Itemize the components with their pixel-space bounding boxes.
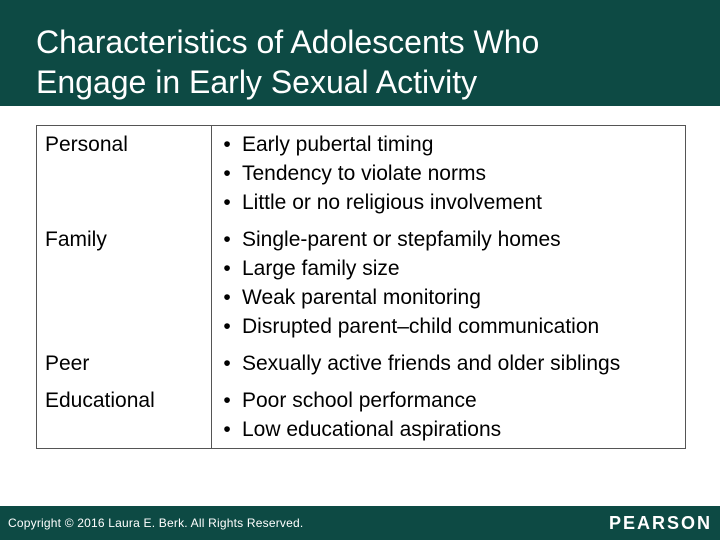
- list-item: [212, 159, 681, 188]
- item-text: Low educational aspirations: [242, 418, 502, 441]
- item-list: [211, 345, 685, 382]
- list-item: [212, 386, 681, 415]
- item-text: Weak parental monitoring: [242, 286, 481, 309]
- item-text: Large family size: [242, 257, 400, 280]
- bullet-icon: •: [223, 133, 231, 156]
- table-row-personal: [37, 126, 685, 221]
- bullet-icon: •: [223, 286, 231, 309]
- item-text: Single-parent or stepfamily homes: [242, 228, 561, 251]
- bullet-icon: •: [223, 389, 231, 412]
- category-label: Educational: [45, 389, 155, 412]
- item-text: Tendency to violate norms: [242, 162, 486, 185]
- slide-title: [36, 22, 696, 102]
- list-item: [212, 225, 681, 254]
- category-label: Family: [45, 228, 107, 251]
- category-label: Peer: [45, 352, 90, 375]
- bullet-icon: •: [223, 191, 231, 214]
- bullet-icon: •: [223, 228, 231, 251]
- item-text: Early pubertal timing: [242, 133, 434, 156]
- item-list: [211, 382, 685, 448]
- list-item: [212, 254, 681, 283]
- list-item: [212, 415, 681, 444]
- item-text: Sexually active friends and older siblings: [242, 352, 621, 375]
- item-list: [211, 221, 685, 345]
- item-text: Disrupted parent–child communication: [242, 315, 600, 338]
- table-row-family: [37, 221, 685, 345]
- slide-title-line-1: Characteristics of Adolescents Who: [36, 24, 540, 60]
- list-item: [212, 312, 681, 341]
- table-row-peer: [37, 345, 685, 382]
- list-item: [212, 283, 681, 312]
- item-text: Little or no religious involvement: [242, 191, 542, 214]
- category-label: Personal: [45, 133, 128, 156]
- slide-title-line-2: Engage in Early Sexual Activity: [36, 64, 478, 100]
- pearson-logo: PEARSON: [608, 513, 712, 533]
- bullet-icon: •: [223, 257, 231, 280]
- item-list: [211, 126, 685, 221]
- bullet-icon: •: [223, 352, 231, 375]
- title-bar: [0, 0, 720, 106]
- characteristics-table: [36, 125, 686, 449]
- bullet-icon: •: [223, 162, 231, 185]
- list-item: [212, 349, 681, 378]
- footer-bar: [0, 506, 720, 540]
- copyright-text: Copyright © 2016 Laura E. Berk. All Rights Reserved.: [8, 516, 304, 530]
- list-item: [212, 130, 681, 159]
- table-row-educational: [37, 382, 685, 448]
- bullet-icon: •: [223, 418, 231, 441]
- list-item: [212, 188, 681, 217]
- bullet-icon: •: [223, 315, 231, 338]
- item-text: Poor school performance: [242, 389, 477, 412]
